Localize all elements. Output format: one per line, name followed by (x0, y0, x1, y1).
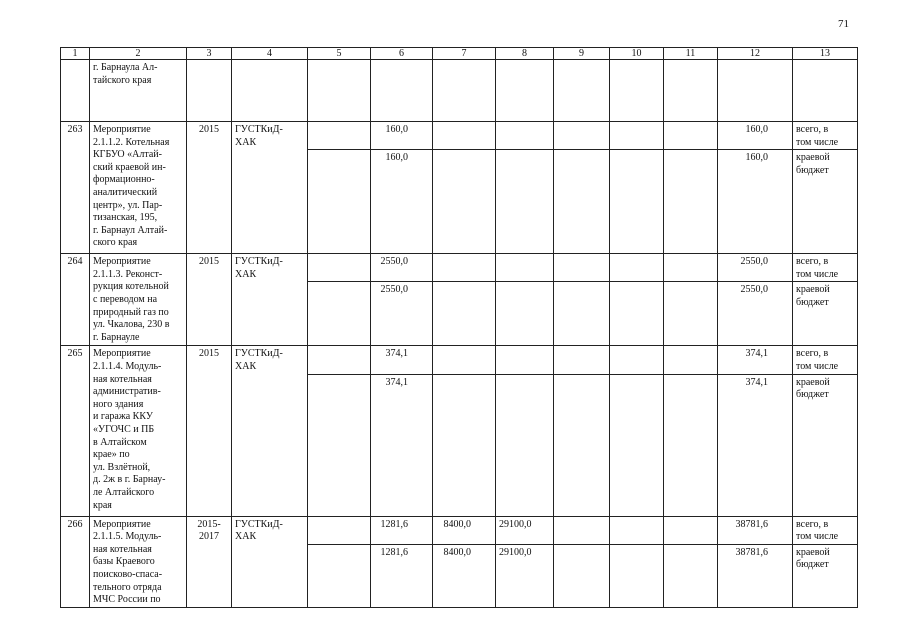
amount-col7: 8400,0 (433, 544, 496, 607)
amount-col7 (433, 374, 496, 516)
amount-col8: 29100,0 (496, 516, 554, 544)
column-header: 3 (187, 48, 232, 60)
row-number: 265 (61, 346, 90, 516)
amount-total: 374,1 (718, 346, 793, 374)
measure-name: Мероприятие 2.1.1.3. Реконст- рукция котельной с переводом на природный газ по ул. Чкалова, 230 в г. Барнауле (90, 254, 187, 346)
amount-col8 (496, 346, 554, 374)
measure-name: Мероприятие 2.1.1.4. Модуль- ная котельная административ- ного здания и гаража ККУ «УГОЧС и ПБ в Алтайском крае» по ул. Взлётной, д. 2ж в г. Барнау- ле Алтайского края (90, 346, 187, 516)
executor: ГУСТКиД- ХАК (232, 122, 308, 254)
funding-source: краевой бюджет (793, 150, 858, 254)
funding-source: всего, в том числе (793, 122, 858, 150)
column-header: 12 (718, 48, 793, 60)
amount-col7 (433, 282, 496, 346)
column-header: 6 (371, 48, 433, 60)
executor: ГУСТКиД- ХАК (232, 254, 308, 346)
amount-col6: 160,0 (371, 150, 433, 254)
measure-name: Мероприятие 2.1.1.5. Модуль- ная котельная базы Краевого поисково-спаса- тельного отряда МЧС России по (90, 516, 187, 607)
years: 2015 (187, 254, 232, 346)
header-row (61, 48, 858, 60)
amount-col8 (496, 122, 554, 150)
amount-total: 2550,0 (718, 282, 793, 346)
funding-source: краевой бюджет (793, 544, 858, 607)
table-row (61, 254, 858, 282)
funding-source: всего, в том числе (793, 516, 858, 544)
amount-col8 (496, 150, 554, 254)
amount-total: 160,0 (718, 122, 793, 150)
amount-col7 (433, 346, 496, 374)
years: 2015 (187, 122, 232, 254)
executor: ГУСТКиД- ХАК (232, 346, 308, 516)
table-row-continued (61, 60, 858, 122)
amount-col6: 1281,6 (371, 544, 433, 607)
table-row (61, 516, 858, 544)
amount-total: 38781,6 (718, 544, 793, 607)
amount-col7 (433, 254, 496, 282)
amount-col8 (496, 374, 554, 516)
program-table (60, 47, 858, 608)
funding-source: краевой бюджет (793, 282, 858, 346)
amount-total: 38781,6 (718, 516, 793, 544)
column-header: 7 (433, 48, 496, 60)
measure-name: г. Барнаула Ал- тайского края (90, 60, 187, 122)
row-number: 266 (61, 516, 90, 607)
column-header: 1 (61, 48, 90, 60)
amount-col6: 1281,6 (371, 516, 433, 544)
column-header: 2 (90, 48, 187, 60)
column-header: 5 (308, 48, 371, 60)
amount-total: 160,0 (718, 150, 793, 254)
column-header: 8 (496, 48, 554, 60)
amount-col6: 2550,0 (371, 282, 433, 346)
funding-source: краевой бюджет (793, 374, 858, 516)
amount-col6: 374,1 (371, 346, 433, 374)
amount-col7: 8400,0 (433, 516, 496, 544)
column-header: 9 (554, 48, 610, 60)
row-number: 263 (61, 122, 90, 254)
amount-col7 (433, 150, 496, 254)
executor: ГУСТКиД- ХАК (232, 516, 308, 607)
page-number: 71 (838, 18, 849, 30)
years: 2015- 2017 (187, 516, 232, 607)
amount-col8: 29100,0 (496, 544, 554, 607)
amount-col8 (496, 254, 554, 282)
table-row (61, 122, 858, 150)
amount-col6: 374,1 (371, 374, 433, 516)
row-number: 264 (61, 254, 90, 346)
years: 2015 (187, 346, 232, 516)
column-header: 10 (610, 48, 664, 60)
amount-col6: 160,0 (371, 122, 433, 150)
column-header: 11 (664, 48, 718, 60)
amount-col7 (433, 122, 496, 150)
column-header: 4 (232, 48, 308, 60)
amount-total: 2550,0 (718, 254, 793, 282)
column-header: 13 (793, 48, 858, 60)
funding-source: всего, в том числе (793, 254, 858, 282)
amount-total: 374,1 (718, 374, 793, 516)
measure-name: Мероприятие 2.1.1.2. Котельная КГБУО «Алтай- ский краевой ин- формационно- аналитический центр», ул. Пар- тизанская, 195, г. Барнаул Алтай- ского края (90, 122, 187, 254)
funding-source: всего, в том числе (793, 346, 858, 374)
amount-col6: 2550,0 (371, 254, 433, 282)
amount-col8 (496, 282, 554, 346)
table-row (61, 346, 858, 374)
